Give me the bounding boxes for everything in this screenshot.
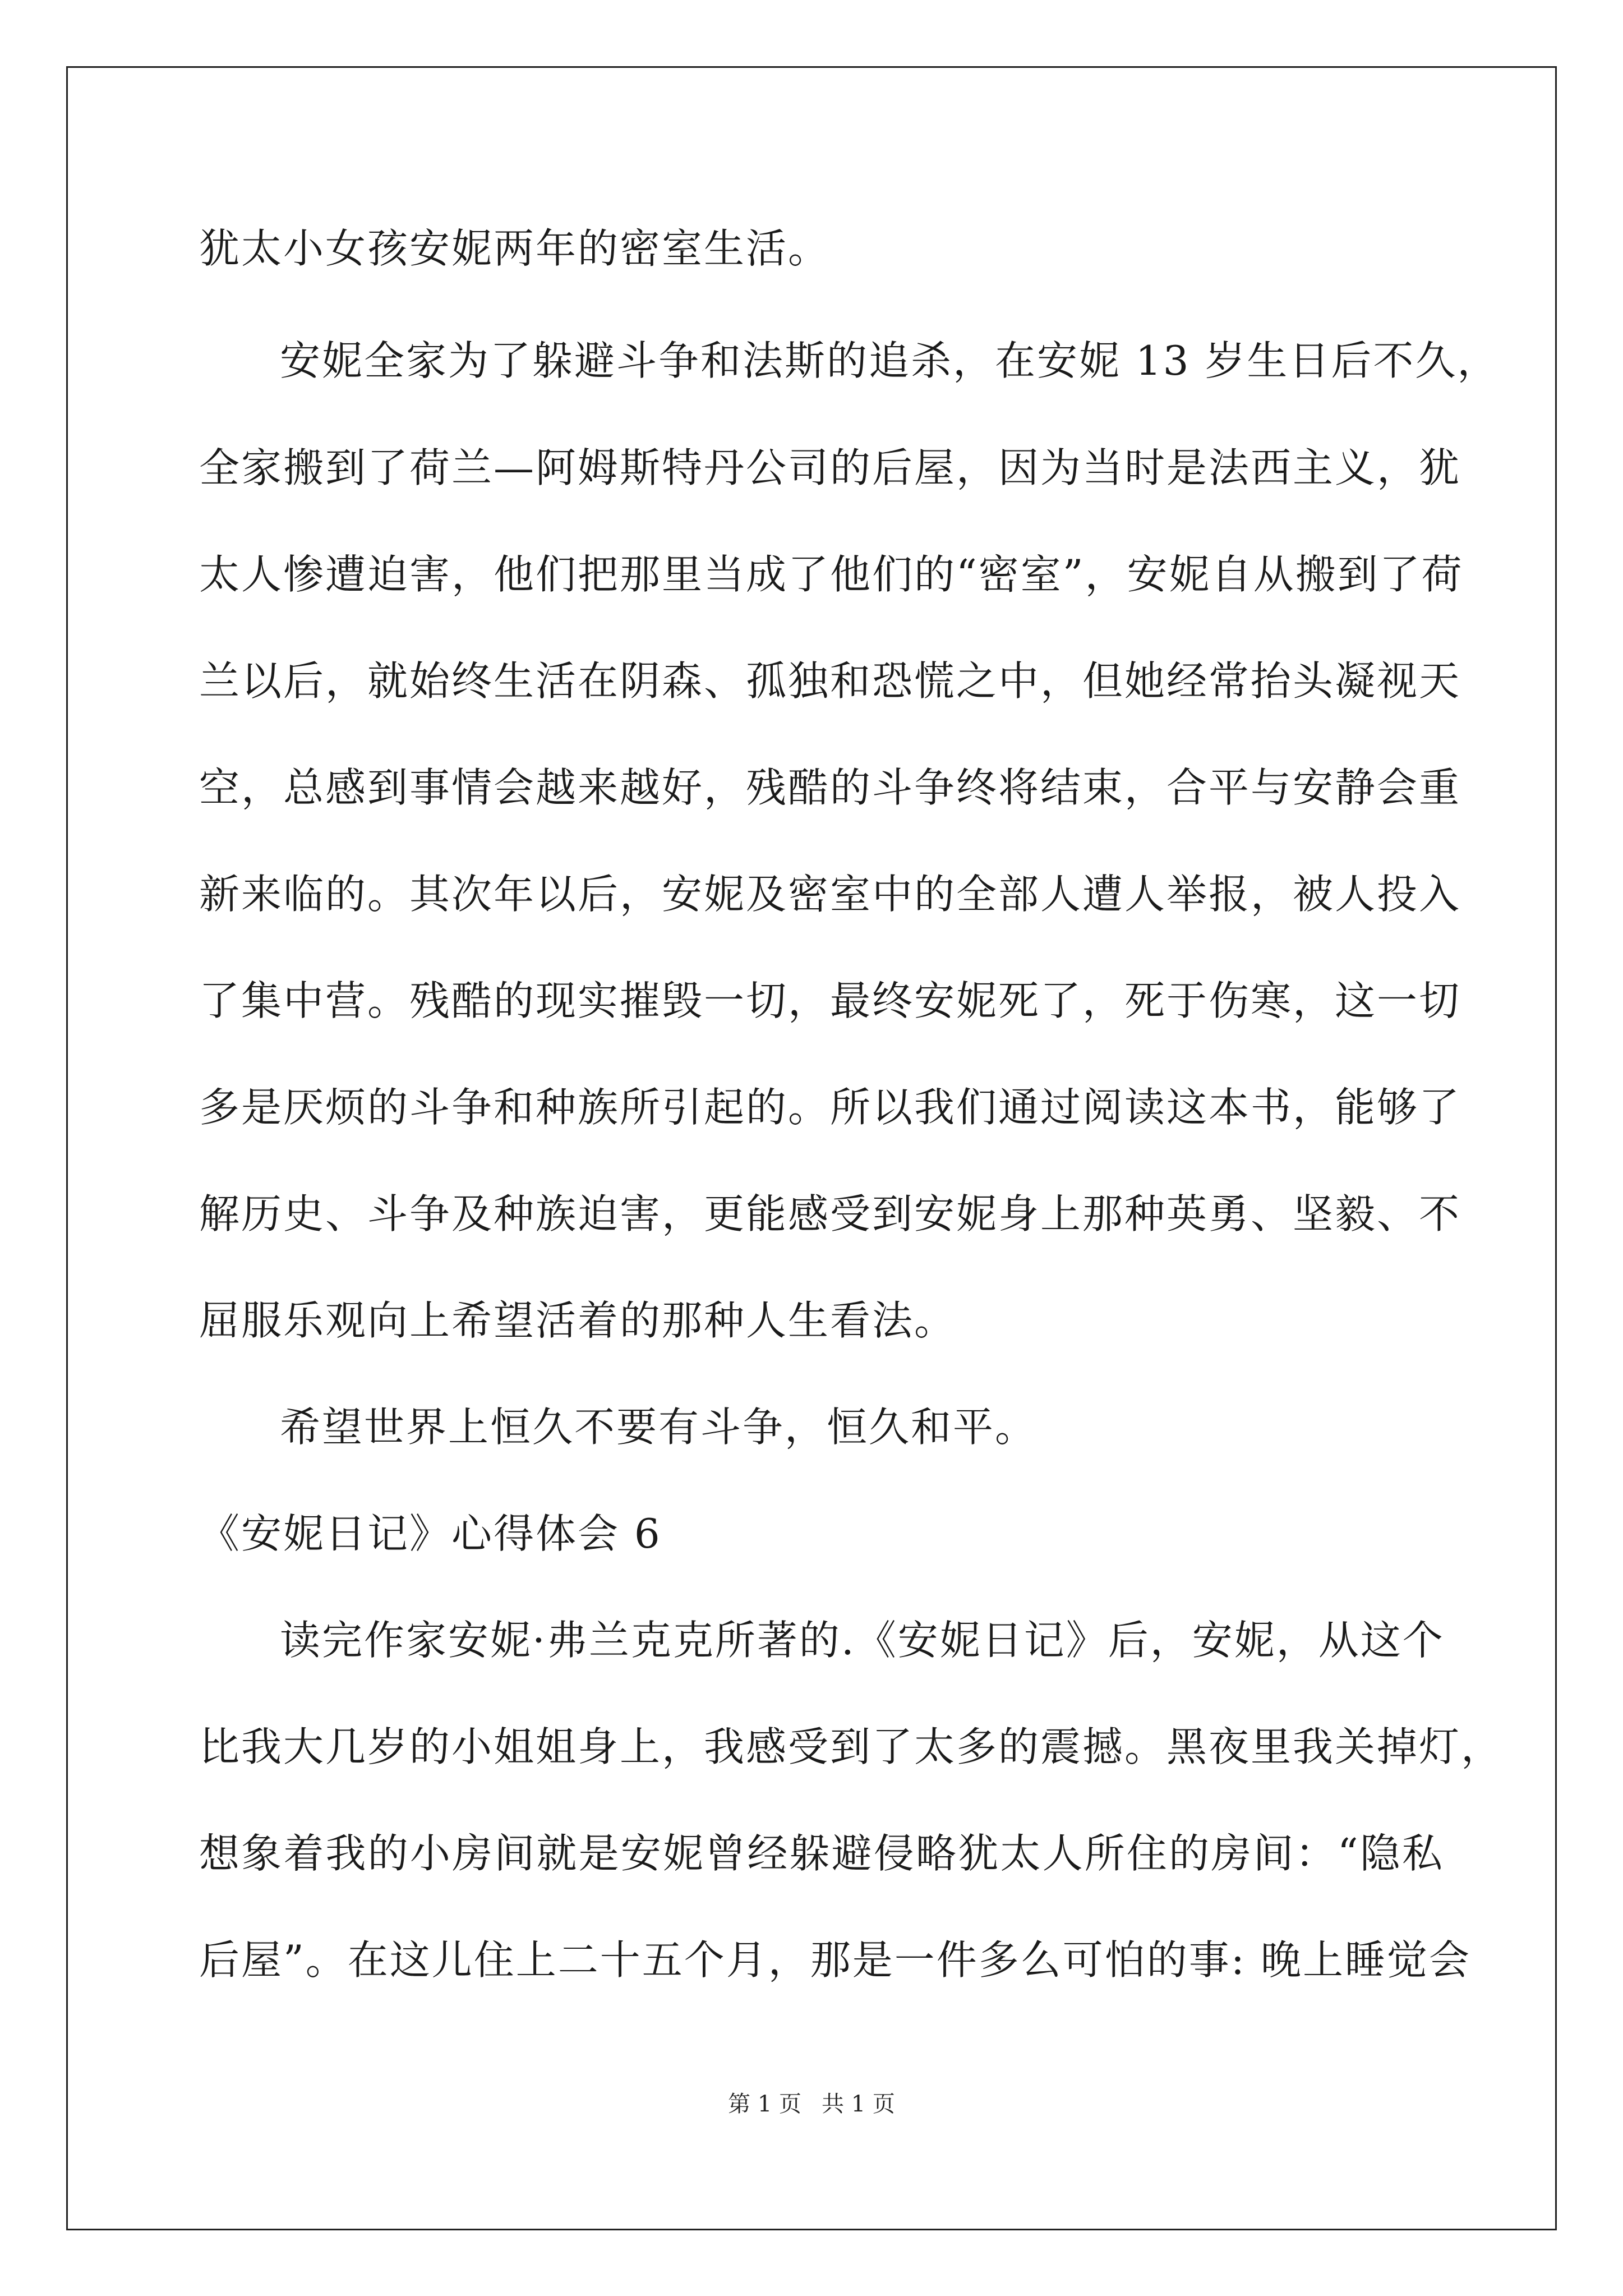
paragraph-line: 全家搬到了荷兰—阿姆斯特丹公司的后屋，因为当时是法西主义，犹 [199, 444, 1461, 491]
paragraph-line: 多是厌烦的斗争和种族所引起的。所以我们通过阅读这本书，能够了 [199, 1084, 1461, 1131]
page-total: 共 1 页 [822, 2091, 895, 2117]
page-number: 第 1 页 [728, 2091, 801, 2117]
paragraph-line: 解历史、斗争及种族迫害，更能感受到安妮身上那种英勇、坚毅、不 [199, 1190, 1461, 1237]
paragraph-line: 空，总感到事情会越来越好，残酷的斗争终将结束，合平与安静会重 [199, 764, 1461, 811]
paragraph-line: 太人惨遭迫害，他们把那里当成了他们的“密室”，安妮自从搬到了荷 [199, 551, 1464, 598]
paragraph-line: 比我大几岁的小姐姐身上，我感受到了太多的震撼。黑夜里我关掉灯， [199, 1723, 1504, 1770]
paragraph-line: 犹太小女孩安妮两年的密室生活。 [199, 225, 831, 272]
paragraph-line: 读完作家安妮·弗兰克克所著的.《安妮日记》后，安妮，从这个 [280, 1617, 1445, 1664]
paragraph-line: 新来临的。其次年以后，安妮及密室中的全部人遭人举报，被人投入 [199, 871, 1461, 918]
paragraph-line: 安妮全家为了躲避斗争和法斯的追杀，在安妮 13 岁生日后不久， [280, 337, 1500, 384]
paragraph-line: 兰以后，就始终生活在阴森、孤独和恐慌之中，但她经常抬头凝视天 [199, 657, 1461, 705]
page-footer [0, 2092, 1623, 2116]
paragraph-line: 屈服乐观向上希望活着的那种人生看法。 [199, 1297, 957, 1344]
page-border [66, 66, 1557, 2230]
paragraph-line: 后屋”。在这儿住上二十五个月，那是一件多么可怕的事: 晚上睡觉会 [199, 1936, 1471, 1984]
section-heading: 《安妮日记》心得体会 6 [199, 1510, 662, 1557]
paragraph-line: 了集中营。残酷的现实摧毁一切，最终安妮死了，死于伤寒，这一切 [199, 977, 1461, 1024]
paragraph-line: 想象着我的小房间就是安妮曾经躲避侵略犹太人所住的房间：“隐私 [199, 1830, 1444, 1877]
paragraph-line: 希望世界上恒久不要有斗争，恒久和平。 [280, 1404, 1038, 1451]
